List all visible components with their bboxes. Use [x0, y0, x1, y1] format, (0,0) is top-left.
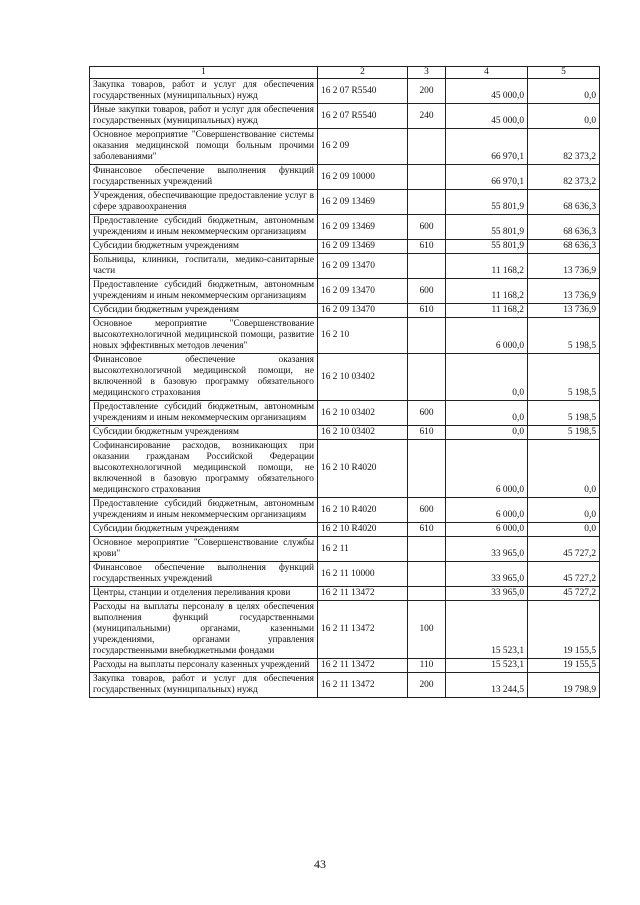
- row-expense-type: [408, 165, 446, 190]
- row-name: Софинансирование расходов, возникающих при оказании гражданам Российской Федерации высокотехнологичной медицинской помощи, не включенной в базовую программу обязательного медицинского страхования: [90, 440, 318, 498]
- row-amount-col5: 13 736,9: [528, 254, 600, 279]
- row-name: Закупка товаров, работ и услуг для обеспечения государственных (муниципальных) нужд: [90, 79, 318, 104]
- row-target-code: 16 2 11 13472: [318, 587, 408, 601]
- column-number-5: 5: [528, 67, 600, 79]
- row-target-code: 16 2 10 R4020: [318, 440, 408, 498]
- row-expense-type: [408, 318, 446, 354]
- row-amount-col5: 19 798,9: [528, 673, 600, 698]
- row-target-code: 16 2 11 10000: [318, 562, 408, 587]
- row-name: Субсидии бюджетным учреждениям: [90, 426, 318, 440]
- row-amount-col4: 15 523,1: [446, 659, 528, 673]
- row-name: Предоставление субсидий бюджетным, автономным учреждениям и иным некоммерческим организациям: [90, 401, 318, 426]
- row-amount-col4: 11 168,2: [446, 254, 528, 279]
- row-amount-col4: 33 965,0: [446, 537, 528, 562]
- row-amount-col4: 6 000,0: [446, 498, 528, 523]
- row-target-code: 16 2 09 13469: [318, 190, 408, 215]
- row-amount-col5: 45 727,2: [528, 562, 600, 587]
- row-target-code: 16 2 09 13470: [318, 304, 408, 318]
- budget-table-sheet: [89, 66, 599, 698]
- column-number-4: 4: [446, 67, 528, 79]
- row-amount-col5: 5 198,5: [528, 426, 600, 440]
- row-expense-type: [408, 440, 446, 498]
- row-name: Субсидии бюджетным учреждениям: [90, 304, 318, 318]
- row-amount-col5: 0,0: [528, 440, 600, 498]
- row-target-code: 16 2 07 R5540: [318, 104, 408, 129]
- row-amount-col5: 13 736,9: [528, 279, 600, 304]
- budget-table: [89, 66, 600, 698]
- row-amount-col4: 66 970,1: [446, 129, 528, 165]
- row-target-code: 16 2 10 R4020: [318, 498, 408, 523]
- row-amount-col5: 19 155,5: [528, 659, 600, 673]
- row-amount-col5: 5 198,5: [528, 318, 600, 354]
- row-expense-type: 610: [408, 426, 446, 440]
- row-target-code: 16 2 09 13470: [318, 254, 408, 279]
- row-target-code: 16 2 11: [318, 537, 408, 562]
- row-target-code: 16 2 10 03402: [318, 426, 408, 440]
- row-amount-col5: 68 636,3: [528, 190, 600, 215]
- table-header-row: [90, 67, 600, 79]
- table-row: [90, 304, 600, 318]
- table-row: [90, 537, 600, 562]
- row-amount-col4: 6 000,0: [446, 318, 528, 354]
- row-amount-col4: 33 965,0: [446, 587, 528, 601]
- row-target-code: 16 2 07 R5540: [318, 79, 408, 104]
- row-name: Основное мероприятие "Совершенствование системы оказания медицинской помощи больным прочими заболеваниями": [90, 129, 318, 165]
- row-expense-type: 110: [408, 659, 446, 673]
- row-target-code: 16 2 09 13469: [318, 240, 408, 254]
- table-row: [90, 279, 600, 304]
- row-name: Предоставление субсидий бюджетным, автономным учреждениям и иным некоммерческим организациям: [90, 498, 318, 523]
- column-number-2: 2: [318, 67, 408, 79]
- table-row: [90, 79, 600, 104]
- table-row: [90, 498, 600, 523]
- row-expense-type: [408, 254, 446, 279]
- row-amount-col4: 0,0: [446, 401, 528, 426]
- row-name: Предоставление субсидий бюджетным, автономным учреждениям и иным некоммерческим организациям: [90, 215, 318, 240]
- row-target-code: 16 2 09 13470: [318, 279, 408, 304]
- table-row: [90, 426, 600, 440]
- row-amount-col4: 55 801,9: [446, 240, 528, 254]
- table-row: [90, 587, 600, 601]
- table-row: [90, 523, 600, 537]
- row-name: Расходы на выплаты персоналу в целях обеспечения выполнения функций государственными (муниципальными) органами, казенными учреждениями, органами управления государственными внебюджетными фондами: [90, 601, 318, 659]
- row-expense-type: 200: [408, 79, 446, 104]
- row-amount-col4: 66 970,1: [446, 165, 528, 190]
- column-number-1: 1: [90, 67, 318, 79]
- row-expense-type: [408, 129, 446, 165]
- row-expense-type: 600: [408, 215, 446, 240]
- table-row: [90, 318, 600, 354]
- row-amount-col4: 11 168,2: [446, 304, 528, 318]
- row-amount-col4: 0,0: [446, 354, 528, 401]
- row-expense-type: [408, 537, 446, 562]
- table-row: [90, 254, 600, 279]
- table-row: [90, 165, 600, 190]
- row-amount-col4: 55 801,9: [446, 215, 528, 240]
- row-amount-col4: 13 244,5: [446, 673, 528, 698]
- row-target-code: 16 2 09 10000: [318, 165, 408, 190]
- row-name: Расходы на выплаты персоналу казенных учреждений: [90, 659, 318, 673]
- row-expense-type: 600: [408, 279, 446, 304]
- row-name: Основное мероприятие "Совершенствование высокотехнологичной медицинской помощи, развитие новых эффективных методов лечения": [90, 318, 318, 354]
- row-name: Предоставление субсидий бюджетным, автономным учреждениям и иным некоммерческим организациям: [90, 279, 318, 304]
- table-row: [90, 659, 600, 673]
- row-expense-type: [408, 354, 446, 401]
- row-amount-col5: 68 636,3: [528, 240, 600, 254]
- row-amount-col5: 82 373,2: [528, 129, 600, 165]
- row-amount-col5: 0,0: [528, 523, 600, 537]
- row-name: Финансовое обеспечение оказания высокотехнологичной медицинской помощи, не включенной в базовую программу обязательного медицинского страхования: [90, 354, 318, 401]
- row-expense-type: [408, 587, 446, 601]
- row-amount-col4: 6 000,0: [446, 523, 528, 537]
- column-number-3: 3: [408, 67, 446, 79]
- row-expense-type: 610: [408, 304, 446, 318]
- row-amount-col5: 5 198,5: [528, 401, 600, 426]
- row-target-code: 16 2 10 R4020: [318, 523, 408, 537]
- table-row: [90, 190, 600, 215]
- row-expense-type: 200: [408, 673, 446, 698]
- row-expense-type: 610: [408, 523, 446, 537]
- table-row: [90, 601, 600, 659]
- row-amount-col4: 45 000,0: [446, 104, 528, 129]
- row-expense-type: 610: [408, 240, 446, 254]
- row-amount-col4: 0,0: [446, 426, 528, 440]
- row-amount-col4: 45 000,0: [446, 79, 528, 104]
- row-amount-col4: 55 801,9: [446, 190, 528, 215]
- row-target-code: 16 2 11 13472: [318, 601, 408, 659]
- row-name: Иные закупки товаров, работ и услуг для обеспечения государственных (муниципальных) нужд: [90, 104, 318, 129]
- table-row: [90, 562, 600, 587]
- row-expense-type: 240: [408, 104, 446, 129]
- table-row: [90, 401, 600, 426]
- row-name: Субсидии бюджетным учреждениям: [90, 523, 318, 537]
- row-name: Центры, станции и отделения переливания крови: [90, 587, 318, 601]
- row-amount-col5: 0,0: [528, 79, 600, 104]
- row-name: Основное мероприятие "Совершенствование службы крови": [90, 537, 318, 562]
- table-row: [90, 673, 600, 698]
- table-row: [90, 215, 600, 240]
- table-row: [90, 104, 600, 129]
- table-row: [90, 354, 600, 401]
- row-amount-col5: 68 636,3: [528, 215, 600, 240]
- table-row: [90, 129, 600, 165]
- row-name: Больницы, клиники, госпитали, медико-санитарные части: [90, 254, 318, 279]
- row-name: Финансовое обеспечение выполнения функций государственных учреждений: [90, 165, 318, 190]
- table-row: [90, 440, 600, 498]
- row-name: Закупка товаров, работ и услуг для обеспечения государственных (муниципальных) нужд: [90, 673, 318, 698]
- budget-table-body: [90, 67, 600, 698]
- row-amount-col4: 11 168,2: [446, 279, 528, 304]
- row-target-code: 16 2 10 03402: [318, 354, 408, 401]
- row-name: Субсидии бюджетным учреждениям: [90, 240, 318, 254]
- row-amount-col5: 5 198,5: [528, 354, 600, 401]
- table-row: [90, 240, 600, 254]
- row-target-code: 16 2 10 03402: [318, 401, 408, 426]
- row-amount-col5: 45 727,2: [528, 537, 600, 562]
- row-name: Учреждения, обеспечивающие предоставление услуг в сфере здравоохранения: [90, 190, 318, 215]
- row-amount-col5: 0,0: [528, 498, 600, 523]
- row-expense-type: 100: [408, 601, 446, 659]
- row-target-code: 16 2 11 13472: [318, 659, 408, 673]
- row-target-code: 16 2 09: [318, 129, 408, 165]
- row-amount-col5: 0,0: [528, 104, 600, 129]
- row-name: Финансовое обеспечение выполнения функций государственных учреждений: [90, 562, 318, 587]
- row-expense-type: [408, 562, 446, 587]
- row-amount-col5: 13 736,9: [528, 304, 600, 318]
- row-amount-col4: 6 000,0: [446, 440, 528, 498]
- row-target-code: 16 2 11 13472: [318, 673, 408, 698]
- row-expense-type: [408, 190, 446, 215]
- row-amount-col5: 45 727,2: [528, 587, 600, 601]
- row-target-code: 16 2 10: [318, 318, 408, 354]
- row-amount-col5: 19 155,5: [528, 601, 600, 659]
- row-amount-col4: 15 523,1: [446, 601, 528, 659]
- row-amount-col5: 82 373,2: [528, 165, 600, 190]
- row-amount-col4: 33 965,0: [446, 562, 528, 587]
- row-expense-type: 600: [408, 401, 446, 426]
- page-number: 43: [314, 857, 326, 871]
- row-expense-type: 600: [408, 498, 446, 523]
- row-target-code: 16 2 09 13469: [318, 215, 408, 240]
